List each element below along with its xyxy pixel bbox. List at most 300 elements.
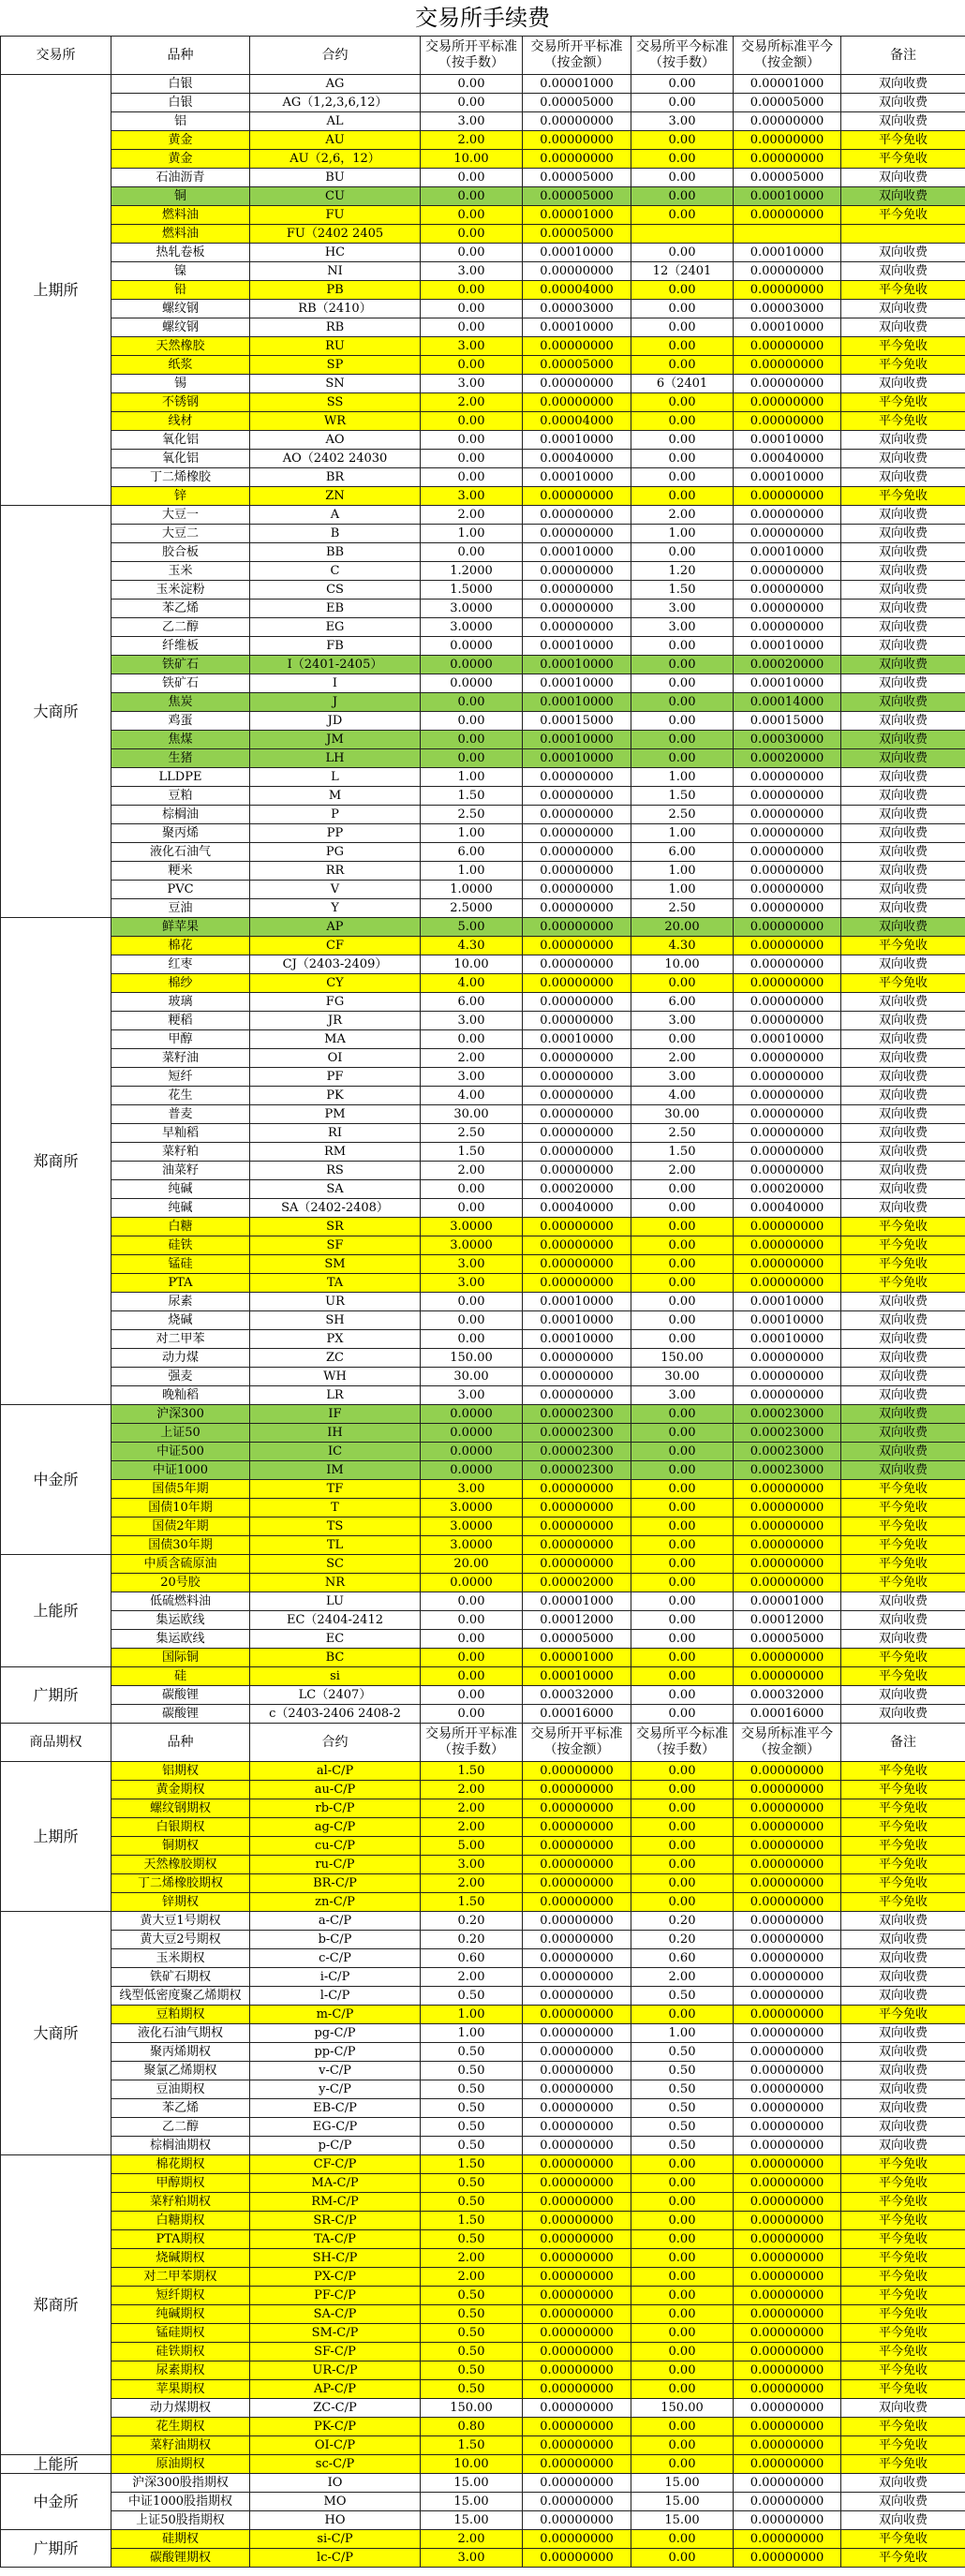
cell-today-by-lot: 0.00 (631, 131, 734, 150)
table-row (1, 918, 965, 937)
cell-remark: 平今免收 (841, 2174, 965, 2193)
cell-open-by-lot: 6.00 (421, 843, 523, 862)
cell-open-by-lot: 4.00 (421, 974, 523, 993)
cell-remark: 双向收费 (841, 899, 965, 918)
cell-product: 苯乙烯 (111, 2099, 250, 2118)
cell-today-by-amount: 0.00000000 (734, 2455, 841, 2474)
table-row (1, 731, 965, 749)
cell-today-by-amount: 0.00000000 (734, 131, 841, 150)
cell-open-by-lot: 0.00 (421, 356, 523, 375)
header-product: 品种 (111, 37, 250, 75)
cell-open-by-lot: 0.0000 (421, 1461, 523, 1480)
cell-remark: 双向收费 (841, 955, 965, 974)
cell-today-by-amount: 0.00003000 (734, 300, 841, 318)
cell-open-by-lot: 3.00 (421, 1274, 523, 1293)
cell-today-by-lot: 0.00 (631, 2287, 734, 2305)
cell-today-by-lot (631, 225, 734, 244)
cell-open-by-lot: 3.00 (421, 375, 523, 393)
cell-today-by-lot: 0.60 (631, 1949, 734, 1968)
cell-open-by-amount: 0.00010000 (523, 1293, 631, 1311)
table-row (1, 1517, 965, 1536)
table-row (1, 881, 965, 899)
cell-today-by-lot: 0.00 (631, 1781, 734, 1799)
cell-today-by-amount: 0.00000000 (734, 843, 841, 862)
cell-remark: 平今免收 (841, 356, 965, 375)
table-row (1, 1461, 965, 1480)
table-row (1, 150, 965, 169)
cell-contract: FU（2402 2405 (250, 225, 421, 244)
cell-product: 棕榈油 (111, 806, 250, 824)
cell-today-by-amount: 0.00000000 (734, 262, 841, 281)
cell-contract: PF-C/P (250, 2287, 421, 2305)
cell-today-by-lot: 2.50 (631, 806, 734, 824)
cell-product: 尿素期权 (111, 2361, 250, 2380)
cell-today-by-lot: 0.00 (631, 1611, 734, 1630)
cell-today-by-lot: 0.00 (631, 1856, 734, 1874)
cell-open-by-amount: 0.00000000 (523, 2493, 631, 2511)
cell-open-by-lot: 0.0000 (421, 637, 523, 656)
table-row (1, 2137, 965, 2155)
cell-today-by-amount: 0.00000000 (734, 955, 841, 974)
cell-product: 原油期权 (111, 2455, 250, 2474)
cell-today-by-lot: 3.00 (631, 112, 734, 131)
cell-remark: 双向收费 (841, 1386, 965, 1405)
cell-open-by-lot: 0.50 (421, 2043, 523, 2062)
cell-remark: 平今免收 (841, 2324, 965, 2343)
cell-today-by-lot: 0.00 (631, 468, 734, 487)
exchange-name: 上期所 (1, 1762, 111, 1912)
cell-today-by-amount: 0.00000000 (734, 993, 841, 1012)
cell-open-by-amount: 0.00000000 (523, 1236, 631, 1255)
cell-open-by-lot: 1.50 (421, 2436, 523, 2455)
cell-open-by-lot: 0.50 (421, 2305, 523, 2324)
cell-open-by-amount: 0.00005000 (523, 1630, 631, 1649)
cell-product: 大豆一 (111, 506, 250, 525)
cell-contract: m-C/P (250, 2006, 421, 2024)
cell-remark: 双向收费 (841, 2118, 965, 2137)
table-row (1, 1143, 965, 1162)
table-row (1, 337, 965, 356)
cell-open-by-amount: 0.00002300 (523, 1405, 631, 1424)
cell-product: 棕榈油期权 (111, 2137, 250, 2155)
cell-open-by-amount: 0.00000000 (523, 1162, 631, 1180)
cell-today-by-amount: 0.00000000 (734, 881, 841, 899)
cell-contract: si-C/P (250, 2530, 421, 2549)
cell-contract: AO (250, 431, 421, 450)
cell-open-by-lot: 3.00 (421, 112, 523, 131)
table-row (1, 468, 965, 487)
cell-today-by-amount: 0.00000000 (734, 2062, 841, 2080)
cell-today-by-lot: 0.00 (631, 318, 734, 337)
cell-today-by-amount: 0.00020000 (734, 1180, 841, 1199)
cell-open-by-amount: 0.00000000 (523, 600, 631, 618)
cell-open-by-amount: 0.00000000 (523, 806, 631, 824)
cell-remark: 平今免收 (841, 1499, 965, 1517)
table-row (1, 2474, 965, 2493)
cell-contract: a-C/P (250, 1912, 421, 1931)
table-row (1, 2230, 965, 2249)
cell-open-by-amount: 0.00010000 (523, 431, 631, 450)
cell-today-by-lot: 3.00 (631, 600, 734, 618)
cell-open-by-amount: 0.00000000 (523, 824, 631, 843)
cell-product: 螺纹钢 (111, 318, 250, 337)
cell-product: 线材 (111, 412, 250, 431)
cell-today-by-amount: 0.00010000 (734, 468, 841, 487)
fee-table-body (1, 37, 965, 2568)
cell-contract: SP (250, 356, 421, 375)
cell-remark: 双向收费 (841, 543, 965, 562)
table-row (1, 2436, 965, 2455)
table-row (1, 1987, 965, 2006)
table-row (1, 1443, 965, 1461)
cell-today-by-lot: 0.00 (631, 1480, 734, 1499)
table-row (1, 2212, 965, 2230)
cell-today-by-lot: 30.00 (631, 1368, 734, 1386)
table-row (1, 1311, 965, 1330)
cell-open-by-lot: 0.00 (421, 450, 523, 468)
cell-contract: SN (250, 375, 421, 393)
table-row (1, 2399, 965, 2418)
cell-product: 动力煤期权 (111, 2399, 250, 2418)
cell-today-by-lot: 0.00 (631, 2305, 734, 2324)
cell-open-by-lot: 0.00 (421, 1293, 523, 1311)
cell-today-by-lot: 3.00 (631, 1386, 734, 1405)
cell-today-by-lot: 0.00 (631, 2380, 734, 2399)
cell-open-by-lot: 0.00 (421, 244, 523, 262)
cell-today-by-amount: 0.00000000 (734, 150, 841, 169)
cell-product: 鲜苹果 (111, 918, 250, 937)
table-row (1, 225, 965, 244)
cell-today-by-amount: 0.00000000 (734, 1068, 841, 1087)
cell-product: 石油沥青 (111, 169, 250, 187)
cell-open-by-amount: 0.00002000 (523, 1574, 631, 1592)
cell-product: 粳稻 (111, 1012, 250, 1030)
cell-product: 铝 (111, 112, 250, 131)
cell-contract: MO (250, 2493, 421, 2511)
cell-product: LLDPE (111, 768, 250, 787)
cell-today-by-amount: 0.00010000 (734, 674, 841, 693)
cell-remark: 双向收费 (841, 1705, 965, 1724)
cell-open-by-amount: 0.00000000 (523, 2174, 631, 2193)
table-row (1, 1124, 965, 1143)
cell-today-by-amount: 0.00000000 (734, 2193, 841, 2212)
cell-product: PTA (111, 1274, 250, 1293)
cell-remark: 平今免收 (841, 2530, 965, 2549)
cell-open-by-lot: 0.50 (421, 2324, 523, 2343)
cell-product: 红枣 (111, 955, 250, 974)
table-row (1, 1499, 965, 1517)
cell-today-by-lot: 0.00 (631, 2455, 734, 2474)
cell-open-by-amount: 0.00000000 (523, 1931, 631, 1949)
table-row (1, 806, 965, 824)
cell-open-by-lot: 0.50 (421, 2099, 523, 2118)
cell-today-by-amount: 0.00000000 (734, 2436, 841, 2455)
cell-remark: 平今免收 (841, 2380, 965, 2399)
cell-today-by-amount: 0.00000000 (734, 2361, 841, 2380)
cell-open-by-amount: 0.00000000 (523, 1517, 631, 1536)
cell-contract: OI-C/P (250, 2436, 421, 2455)
cell-open-by-lot: 2.5000 (421, 899, 523, 918)
cell-product: 中证500 (111, 1443, 250, 1461)
cell-product: 黄大豆1号期权 (111, 1912, 250, 1931)
cell-product: 菜籽粕期权 (111, 2193, 250, 2212)
table-row (1, 1087, 965, 1105)
cell-remark: 平今免收 (841, 1574, 965, 1592)
table-row (1, 1949, 965, 1968)
cell-open-by-amount: 0.00000000 (523, 393, 631, 412)
cell-open-by-amount: 0.00000000 (523, 2230, 631, 2249)
cell-open-by-amount: 0.00000000 (523, 375, 631, 393)
cell-remark: 平今免收 (841, 337, 965, 356)
cell-open-by-amount: 0.00004000 (523, 281, 631, 300)
table-row (1, 2268, 965, 2287)
cell-product: 玉米期权 (111, 1949, 250, 1968)
table-row (1, 1255, 965, 1274)
cell-product: 丁二烯橡胶期权 (111, 1874, 250, 1893)
table-row (1, 1781, 965, 1799)
cell-open-by-lot: 2.00 (421, 1799, 523, 1818)
cell-open-by-lot: 1.00 (421, 525, 523, 543)
cell-today-by-amount: 0.00000000 (734, 2380, 841, 2399)
table-row (1, 1762, 965, 1781)
cell-open-by-lot: 1.00 (421, 2024, 523, 2043)
cell-remark: 双向收费 (841, 187, 965, 206)
cell-open-by-lot: 3.00 (421, 487, 523, 506)
cell-today-by-lot: 0.20 (631, 1912, 734, 1931)
cell-contract: PP (250, 824, 421, 843)
cell-open-by-amount: 0.00001000 (523, 1592, 631, 1611)
cell-today-by-amount: 0.00000000 (734, 1480, 841, 1499)
cell-today-by-amount: 0.00010000 (734, 431, 841, 450)
cell-remark: 平今免收 (841, 937, 965, 955)
cell-remark: 平今免收 (841, 1856, 965, 1874)
cell-contract: PK-C/P (250, 2418, 421, 2436)
cell-remark: 平今免收 (841, 2361, 965, 2380)
cell-open-by-lot: 0.00 (421, 225, 523, 244)
table-row (1, 2380, 965, 2399)
cell-contract: AL (250, 112, 421, 131)
cell-remark: 平今免收 (841, 2193, 965, 2212)
cell-contract: PB (250, 281, 421, 300)
cell-product: 低硫燃料油 (111, 1592, 250, 1611)
table-row (1, 525, 965, 543)
cell-remark: 双向收费 (841, 506, 965, 525)
cell-open-by-amount: 0.00010000 (523, 318, 631, 337)
cell-remark: 平今免收 (841, 1236, 965, 1255)
cell-remark: 双向收费 (841, 1311, 965, 1330)
header-exchange: 商品期权 (1, 1724, 111, 1762)
cell-contract: MA-C/P (250, 2174, 421, 2193)
exchange-name: 上能所 (1, 1555, 111, 1667)
table-row (1, 206, 965, 225)
cell-product: 丁二烯橡胶 (111, 468, 250, 487)
cell-today-by-lot: 0.00 (631, 1199, 734, 1218)
cell-today-by-amount: 0.00000000 (734, 2268, 841, 2287)
cell-today-by-lot: 0.00 (631, 543, 734, 562)
cell-open-by-lot: 0.00 (421, 543, 523, 562)
cell-today-by-amount: 0.00000000 (734, 1386, 841, 1405)
cell-today-by-lot: 0.00 (631, 1705, 734, 1724)
cell-open-by-lot: 0.50 (421, 2174, 523, 2193)
cell-remark: 平今免收 (841, 412, 965, 431)
cell-today-by-amount: 0.00000000 (734, 112, 841, 131)
cell-contract: ZC-C/P (250, 2399, 421, 2418)
cell-open-by-lot: 30.00 (421, 1105, 523, 1124)
cell-open-by-amount: 0.00000000 (523, 2006, 631, 2024)
cell-open-by-lot: 2.00 (421, 1874, 523, 1893)
cell-contract: J (250, 693, 421, 712)
exchange-name: 大商所 (1, 506, 111, 918)
table-row (1, 768, 965, 787)
cell-contract: IH (250, 1424, 421, 1443)
cell-product: 硅铁期权 (111, 2343, 250, 2361)
cell-remark: 平今免收 (841, 1667, 965, 1686)
cell-open-by-amount: 0.00000000 (523, 506, 631, 525)
cell-remark: 双向收费 (841, 1162, 965, 1180)
cell-open-by-lot: 0.00 (421, 1667, 523, 1686)
cell-open-by-lot: 0.00 (421, 169, 523, 187)
cell-open-by-amount: 0.00000000 (523, 1893, 631, 1912)
cell-today-by-amount: 0.00000000 (734, 2043, 841, 2062)
cell-open-by-amount: 0.00000000 (523, 2530, 631, 2549)
cell-product: 国债5年期 (111, 1480, 250, 1499)
cell-today-by-lot: 4.00 (631, 1087, 734, 1105)
table-row (1, 1837, 965, 1856)
cell-today-by-lot: 1.00 (631, 2024, 734, 2043)
cell-contract: JM (250, 731, 421, 749)
cell-today-by-lot: 0.00 (631, 712, 734, 731)
cell-remark: 平今免收 (841, 1517, 965, 1536)
cell-today-by-amount: 0.00001000 (734, 75, 841, 94)
cell-open-by-lot: 0.20 (421, 1931, 523, 1949)
cell-open-by-lot: 0.00 (421, 1649, 523, 1667)
table-row (1, 487, 965, 506)
cell-open-by-amount: 0.00000000 (523, 1799, 631, 1818)
cell-today-by-amount: 0.00000000 (734, 2212, 841, 2230)
cell-remark: 双向收费 (841, 824, 965, 843)
cell-contract: c-C/P (250, 1949, 421, 1968)
cell-open-by-amount: 0.00000000 (523, 1274, 631, 1293)
cell-product: 白糖 (111, 1218, 250, 1236)
cell-today-by-amount: 0.00012000 (734, 1611, 841, 1630)
table-row (1, 600, 965, 618)
cell-contract: LH (250, 749, 421, 768)
cell-open-by-amount: 0.00010000 (523, 656, 631, 674)
cell-contract: ZN (250, 487, 421, 506)
cell-today-by-amount: 0.00040000 (734, 1199, 841, 1218)
cell-today-by-lot: 0.50 (631, 2099, 734, 2118)
table-row (1, 75, 965, 94)
cell-remark: 平今免收 (841, 487, 965, 506)
cell-contract: CS (250, 581, 421, 600)
table-row (1, 656, 965, 674)
cell-remark: 双向收费 (841, 1912, 965, 1931)
cell-open-by-lot: 0.00 (421, 75, 523, 94)
cell-contract: AG (250, 75, 421, 94)
cell-contract: HC (250, 244, 421, 262)
cell-open-by-lot: 15.00 (421, 2474, 523, 2493)
cell-open-by-lot: 0.50 (421, 2343, 523, 2361)
cell-open-by-amount: 0.00005000 (523, 356, 631, 375)
cell-open-by-lot: 0.50 (421, 2380, 523, 2399)
cell-product: 硅期权 (111, 2530, 250, 2549)
cell-today-by-amount: 0.00000000 (734, 1049, 841, 1068)
cell-open-by-amount: 0.00000000 (523, 937, 631, 955)
cell-product: 不锈钢 (111, 393, 250, 412)
cell-today-by-amount: 0.00000000 (734, 2493, 841, 2511)
cell-open-by-amount: 0.00000000 (523, 1349, 631, 1368)
cell-today-by-amount: 0.00000000 (734, 2006, 841, 2024)
cell-product: 焦炭 (111, 693, 250, 712)
cell-today-by-amount: 0.00023000 (734, 1405, 841, 1424)
cell-contract: sc-C/P (250, 2455, 421, 2474)
cell-open-by-lot: 1.00 (421, 2006, 523, 2024)
cell-open-by-amount: 0.00000000 (523, 1255, 631, 1274)
cell-today-by-lot: 0.00 (631, 1236, 734, 1255)
cell-contract: C (250, 562, 421, 581)
cell-open-by-lot: 0.00 (421, 1686, 523, 1705)
cell-product: 螺纹钢 (111, 300, 250, 318)
table-row (1, 1349, 965, 1368)
table-row (1, 1405, 965, 1424)
cell-today-by-lot: 0.50 (631, 2080, 734, 2099)
cell-today-by-amount: 0.00010000 (734, 1293, 841, 1311)
cell-contract: CJ（2403-2409） (250, 955, 421, 974)
cell-remark: 双向收费 (841, 1949, 965, 1968)
cell-contract: RS (250, 1162, 421, 1180)
cell-contract: PX (250, 1330, 421, 1349)
cell-contract: TF (250, 1480, 421, 1499)
cell-today-by-amount: 0.00000000 (734, 1274, 841, 1293)
cell-open-by-lot: 2.50 (421, 806, 523, 824)
cell-contract: EB-C/P (250, 2099, 421, 2118)
cell-contract: ag-C/P (250, 1818, 421, 1837)
cell-contract: IM (250, 1461, 421, 1480)
cell-contract: AU (250, 131, 421, 150)
cell-today-by-lot: 0.00 (631, 2268, 734, 2287)
cell-remark: 双向收费 (841, 656, 965, 674)
cell-today-by-amount: 0.00000000 (734, 393, 841, 412)
table-row (1, 2099, 965, 2118)
cell-today-by-amount: 0.00000000 (734, 506, 841, 525)
cell-today-by-lot: 0.00 (631, 2249, 734, 2268)
cell-today-by-lot: 6.00 (631, 843, 734, 862)
cell-open-by-amount: 0.00000000 (523, 131, 631, 150)
header-open-by-amount: 交易所开平标准（按金额） (523, 37, 631, 75)
cell-today-by-amount: 0.00000000 (734, 1105, 841, 1124)
cell-open-by-lot: 3.00 (421, 1012, 523, 1030)
cell-remark: 双向收费 (841, 2493, 965, 2511)
cell-today-by-lot: 0.00 (631, 731, 734, 749)
cell-today-by-amount: 0.00000000 (734, 2399, 841, 2418)
cell-today-by-amount: 0.00000000 (734, 1781, 841, 1799)
table-row (1, 1536, 965, 1555)
cell-product: 纯碱 (111, 1180, 250, 1199)
table-row (1, 1424, 965, 1443)
cell-product: 液化石油气 (111, 843, 250, 862)
cell-product: 豆粕期权 (111, 2006, 250, 2024)
cell-remark: 双向收费 (841, 1124, 965, 1143)
cell-today-by-amount: 0.00000000 (734, 562, 841, 581)
cell-contract: SM-C/P (250, 2324, 421, 2343)
cell-product: 动力煤 (111, 1349, 250, 1368)
cell-product: 玉米淀粉 (111, 581, 250, 600)
table-row (1, 1199, 965, 1218)
table-row (1, 581, 965, 600)
cell-today-by-amount: 0.00000000 (734, 1536, 841, 1555)
cell-today-by-lot: 0.50 (631, 2043, 734, 2062)
cell-contract: TL (250, 1536, 421, 1555)
